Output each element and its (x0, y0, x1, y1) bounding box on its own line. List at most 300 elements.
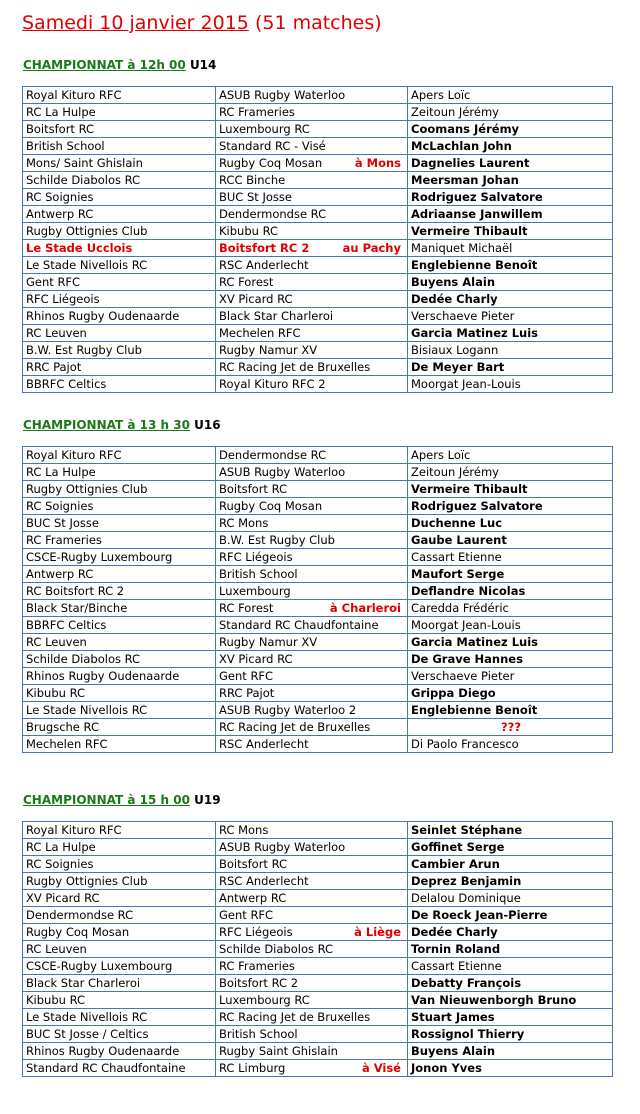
home-team-cell (23, 736, 216, 753)
away-team-cell (216, 464, 408, 481)
referee-name: Debatty François (411, 976, 522, 990)
away-team-cell (216, 1043, 408, 1060)
away-team-cell (216, 583, 408, 600)
table-row (23, 736, 613, 753)
table-row (23, 719, 613, 736)
away-team: Standard RC - Visé (219, 139, 326, 153)
home-team: RC Soignies (26, 190, 94, 204)
referee-name: Rossignol Thierry (411, 1027, 525, 1041)
away-team-cell (216, 719, 408, 736)
away-team: Black Star Charleroi (219, 309, 334, 323)
away-team-cell (216, 104, 408, 121)
home-team: B.W. Est Rugby Club (26, 343, 142, 357)
referee-cell (408, 1043, 613, 1060)
section-category: U16 (194, 418, 221, 432)
referee-name: Cambier Arun (411, 857, 500, 871)
away-team: ASUB Rugby Waterloo (219, 465, 346, 479)
home-team-cell (23, 155, 216, 172)
away-team: RC Forest (219, 601, 274, 615)
referee-cell (408, 138, 613, 155)
table-row (23, 257, 613, 274)
home-team-cell (23, 822, 216, 839)
home-team: RC Soignies (26, 857, 94, 871)
referee-name: Seinlet Stéphane (411, 823, 523, 837)
home-team-cell (23, 1060, 216, 1077)
away-team: British School (219, 567, 298, 581)
table-row (23, 359, 613, 376)
table-row (23, 617, 613, 634)
home-team: CSCE-Rugby Luxembourg (26, 550, 173, 564)
away-team: RFC Liégeois (219, 550, 293, 564)
home-team: Rugby Ottignies Club (26, 224, 148, 238)
away-team-cell (216, 992, 408, 1009)
referee-name: Caredda Frédéric (411, 601, 509, 615)
referee-name: De Roeck Jean-Pierre (411, 908, 548, 922)
referee-cell (408, 532, 613, 549)
referee-cell (408, 1060, 613, 1077)
referee-name: Dedée Charly (411, 292, 498, 306)
title-date: Samedi 10 janvier 2015 (22, 12, 249, 34)
away-team: Schilde Diabolos RC (219, 942, 334, 956)
referee-cell (408, 481, 613, 498)
away-team: Standard RC Chaudfontaine (219, 618, 379, 632)
home-team-cell (23, 583, 216, 600)
referee-cell (408, 155, 613, 172)
referee-cell (408, 376, 613, 393)
referee-cell (408, 172, 613, 189)
referee-cell (408, 873, 613, 890)
referee-name: Garcia Matinez Luis (411, 635, 539, 649)
away-team-cell (216, 617, 408, 634)
away-team-cell (216, 325, 408, 342)
referee-name: Moorgat Jean-Louis (411, 377, 521, 391)
referee-cell (408, 702, 613, 719)
home-team-cell (23, 274, 216, 291)
away-team-cell (216, 1026, 408, 1043)
referee-cell (408, 839, 613, 856)
referee-name: Jonon Yves (411, 1061, 482, 1075)
referee-cell (408, 566, 613, 583)
match-table (22, 446, 613, 753)
referee-name: Maniquet Michaël (411, 241, 513, 255)
home-team-cell (23, 342, 216, 359)
table-row (23, 958, 613, 975)
table-row (23, 890, 613, 907)
away-team-cell (216, 634, 408, 651)
away-team: RSC Anderlecht (219, 874, 309, 888)
section-heading (23, 418, 221, 432)
table-row (23, 155, 613, 172)
table-row (23, 685, 613, 702)
section-championship: CHAMPIONNAT à 12h 00 (23, 58, 186, 72)
away-team: Dendermondse RC (219, 448, 327, 462)
away-team-cell (216, 822, 408, 839)
away-team-cell (216, 958, 408, 975)
venue-note: à Mons (354, 156, 401, 170)
referee-cell (408, 941, 613, 958)
referee-name: Apers Loïc (411, 88, 471, 102)
away-team: RC Frameries (219, 959, 295, 973)
referee-name: Coomans Jérémy (411, 122, 520, 136)
referee-cell (408, 924, 613, 941)
away-team-cell (216, 342, 408, 359)
home-team: Rhinos Rugby Oudenaarde (26, 309, 180, 323)
referee-cell (408, 308, 613, 325)
away-team-cell (216, 206, 408, 223)
home-team-cell (23, 87, 216, 104)
away-team: RC Mons (219, 823, 269, 837)
home-team: Antwerp RC (26, 567, 94, 581)
home-team: Schilde Diabolos RC (26, 652, 141, 666)
home-team-cell (23, 104, 216, 121)
away-team: Dendermondse RC (219, 207, 327, 221)
home-team-cell (23, 308, 216, 325)
table-row (23, 975, 613, 992)
section-heading (23, 793, 221, 807)
away-team: RC Racing Jet de Bruxelles (219, 360, 371, 374)
away-team-cell (216, 975, 408, 992)
referee-name: Cassart Etienne (411, 959, 502, 973)
home-team-cell (23, 291, 216, 308)
home-team-cell (23, 121, 216, 138)
referee-name: Vermeire Thibault (411, 482, 528, 496)
referee-cell (408, 549, 613, 566)
home-team-cell (23, 206, 216, 223)
home-team: Mons/ Saint Ghislain (26, 156, 143, 170)
venue-note: à Liège (354, 925, 401, 939)
referee-cell (408, 325, 613, 342)
table-row (23, 447, 613, 464)
referee-cell (408, 856, 613, 873)
referee-name: Englebienne Benoît (411, 703, 538, 717)
referee-name: De Meyer Bart (411, 360, 505, 374)
referee-name: Van Nieuwenborgh Bruno (411, 993, 577, 1007)
away-team-cell (216, 907, 408, 924)
home-team: Antwerp RC (26, 207, 94, 221)
away-team-cell (216, 189, 408, 206)
referee-name: Englebienne Benoît (411, 258, 538, 272)
section-championship: CHAMPIONNAT à 13 h 30 (23, 418, 190, 432)
away-team-cell (216, 890, 408, 907)
home-team-cell (23, 873, 216, 890)
away-team-cell (216, 308, 408, 325)
home-team-cell (23, 856, 216, 873)
away-team-cell (216, 566, 408, 583)
referee-name: Gaube Laurent (411, 533, 507, 547)
away-team: British School (219, 1027, 298, 1041)
table-row (23, 839, 613, 856)
home-team-cell (23, 515, 216, 532)
table-row (23, 941, 613, 958)
home-team-cell (23, 975, 216, 992)
home-team-cell (23, 498, 216, 515)
referee-cell (408, 498, 613, 515)
referee-name: Duchenne Luc (411, 516, 503, 530)
referee-name: Grippa Diego (411, 686, 496, 700)
referee-name: Adriaanse Janwillem (411, 207, 543, 221)
referee-cell (408, 719, 613, 736)
home-team-cell (23, 839, 216, 856)
referee-name: Zeitoun Jérémy (411, 105, 499, 119)
referee-cell (408, 206, 613, 223)
home-team: Schilde Diabolos RC (26, 173, 141, 187)
table-row (23, 702, 613, 719)
referee-name: Stuart James (411, 1010, 495, 1024)
referee-name: Di Paolo Francesco (411, 737, 519, 751)
home-team-cell (23, 138, 216, 155)
referee-cell (408, 515, 613, 532)
table-row (23, 1060, 613, 1077)
table-row (23, 138, 613, 155)
home-team-cell (23, 257, 216, 274)
table-row (23, 464, 613, 481)
referee-name: Bisiaux Logann (411, 343, 499, 357)
table-row (23, 481, 613, 498)
home-team: Rugby Ottignies Club (26, 482, 148, 496)
home-team: Royal Kituro RFC (26, 88, 122, 102)
home-team: Le Stade Nivellois RC (26, 703, 148, 717)
venue-note: à Charleroi (329, 601, 401, 615)
away-team-cell (216, 856, 408, 873)
home-team: RC Leuven (26, 635, 87, 649)
table-row (23, 856, 613, 873)
home-team: Le Stade Nivellois RC (26, 258, 148, 272)
home-team: RC Leuven (26, 942, 87, 956)
away-team: RCC Binche (219, 173, 286, 187)
referee-cell (408, 890, 613, 907)
away-team: RFC Liégeois (219, 925, 293, 939)
home-team-cell (23, 325, 216, 342)
referee-cell (408, 240, 613, 257)
home-team-cell (23, 464, 216, 481)
home-team: RC Boitsfort RC 2 (26, 584, 125, 598)
home-team: RC La Hulpe (26, 840, 96, 854)
referee-cell (408, 104, 613, 121)
table-row (23, 240, 613, 257)
home-team: RC Leuven (26, 326, 87, 340)
table-row (23, 223, 613, 240)
title-match-count: (51 matches) (254, 12, 382, 34)
away-team: B.W. Est Rugby Club (219, 533, 335, 547)
away-team: Boitsfort RC (219, 857, 288, 871)
home-team: RC Frameries (26, 533, 102, 547)
away-team: Luxembourg RC (219, 122, 310, 136)
home-team: Rhinos Rugby Oudenaarde (26, 1044, 180, 1058)
referee-cell (408, 189, 613, 206)
away-team-cell (216, 172, 408, 189)
home-team-cell (23, 481, 216, 498)
referee-name: Zeitoun Jérémy (411, 465, 499, 479)
away-team: ASUB Rugby Waterloo 2 (219, 703, 357, 717)
home-team: RC Soignies (26, 499, 94, 513)
referee-name: ??? (501, 720, 522, 734)
away-team: Royal Kituro RFC 2 (219, 377, 326, 391)
home-team: CSCE-Rugby Luxembourg (26, 959, 173, 973)
table-row (23, 515, 613, 532)
home-team-cell (23, 240, 216, 257)
away-team: Luxembourg RC (219, 993, 310, 1007)
away-team: Gent RFC (219, 669, 274, 683)
away-team: Mechelen RFC (219, 326, 301, 340)
table-row (23, 822, 613, 839)
home-team: Black Star/Binche (26, 601, 128, 615)
away-team: Boitsfort RC 2 (219, 241, 310, 255)
home-team: Boitsfort RC (26, 122, 95, 136)
referee-name: Goffinet Serge (411, 840, 505, 854)
away-team: ASUB Rugby Waterloo (219, 840, 346, 854)
referee-name: Meersman Johan (411, 173, 519, 187)
away-team: Kibubu RC (219, 224, 279, 238)
home-team-cell (23, 600, 216, 617)
away-team-cell (216, 600, 408, 617)
away-team: RSC Anderlecht (219, 258, 309, 272)
away-team-cell (216, 257, 408, 274)
away-team-cell (216, 121, 408, 138)
referee-cell (408, 583, 613, 600)
referee-cell (408, 958, 613, 975)
referee-cell (408, 634, 613, 651)
home-team: Black Star Charleroi (26, 976, 141, 990)
venue-note: à Visé (361, 1061, 401, 1075)
home-team: RC La Hulpe (26, 465, 96, 479)
referee-name: Rodriguez Salvatore (411, 499, 543, 513)
away-team: BUC St Josse (219, 190, 292, 204)
away-team-cell (216, 447, 408, 464)
home-team-cell (23, 1043, 216, 1060)
table-row (23, 376, 613, 393)
away-team: Antwerp RC (219, 891, 287, 905)
home-team-cell (23, 223, 216, 240)
venue-note: au Pachy (342, 241, 401, 255)
table-row (23, 291, 613, 308)
referee-name: Dedée Charly (411, 925, 498, 939)
referee-name: Maufort Serge (411, 567, 505, 581)
away-team: RC Racing Jet de Bruxelles (219, 1010, 371, 1024)
home-team-cell (23, 924, 216, 941)
home-team-cell (23, 907, 216, 924)
table-row (23, 172, 613, 189)
table-row (23, 566, 613, 583)
away-team-cell (216, 481, 408, 498)
table-row (23, 498, 613, 515)
away-team: XV Picard RC (219, 292, 293, 306)
referee-name: Garcia Matinez Luis (411, 326, 539, 340)
referee-cell (408, 992, 613, 1009)
away-team-cell (216, 223, 408, 240)
referee-cell (408, 822, 613, 839)
away-team: Luxembourg (219, 584, 291, 598)
table-row (23, 549, 613, 566)
table-row (23, 121, 613, 138)
table-row (23, 104, 613, 121)
table-row (23, 583, 613, 600)
table-row (23, 274, 613, 291)
table-row (23, 189, 613, 206)
home-team-cell (23, 447, 216, 464)
home-team-cell (23, 702, 216, 719)
home-team: Le Stade Nivellois RC (26, 1010, 148, 1024)
home-team: BBRFC Celtics (26, 618, 107, 632)
away-team: Rugby Namur XV (219, 343, 318, 357)
referee-name: Tornin Roland (411, 942, 501, 956)
home-team: Gent RFC (26, 275, 81, 289)
away-team-cell (216, 240, 408, 257)
away-team-cell (216, 549, 408, 566)
away-team: RC Racing Jet de Bruxelles (219, 720, 371, 734)
home-team-cell (23, 941, 216, 958)
page-title (22, 12, 382, 34)
referee-name: Buyens Alain (411, 1044, 496, 1058)
referee-cell (408, 464, 613, 481)
home-team: BBRFC Celtics (26, 377, 107, 391)
away-team-cell (216, 359, 408, 376)
section-category: U19 (194, 793, 221, 807)
table-row (23, 325, 613, 342)
away-team: Rugby Namur XV (219, 635, 318, 649)
referee-name: Buyens Alain (411, 275, 496, 289)
home-team: British School (26, 139, 105, 153)
home-team: Rugby Coq Mosan (26, 925, 130, 939)
home-team-cell (23, 549, 216, 566)
home-team: Le Stade Ucclois (26, 241, 133, 255)
home-team: Dendermondse RC (26, 908, 134, 922)
home-team-cell (23, 566, 216, 583)
away-team-cell (216, 924, 408, 941)
away-team: Boitsfort RC 2 (219, 976, 299, 990)
table-row (23, 924, 613, 941)
home-team: RC La Hulpe (26, 105, 96, 119)
home-team: RFC Liégeois (26, 292, 100, 306)
referee-cell (408, 342, 613, 359)
home-team: Kibubu RC (26, 686, 86, 700)
away-team-cell (216, 702, 408, 719)
referee-cell (408, 274, 613, 291)
away-team: Gent RFC (219, 908, 274, 922)
away-team: Rugby Saint Ghislain (219, 1044, 338, 1058)
table-row (23, 992, 613, 1009)
away-team: RC Forest (219, 275, 274, 289)
away-team-cell (216, 515, 408, 532)
referee-name: Verschaeve Pieter (411, 309, 515, 323)
table-row (23, 1026, 613, 1043)
away-team: RC Mons (219, 516, 269, 530)
referee-name: Vermeire Thibault (411, 224, 528, 238)
referee-name: Cassart Etienne (411, 550, 502, 564)
home-team: Royal Kituro RFC (26, 448, 122, 462)
home-team-cell (23, 172, 216, 189)
referee-cell (408, 1026, 613, 1043)
section-championship: CHAMPIONNAT à 15 h 00 (23, 793, 190, 807)
referee-name: Verschaeve Pieter (411, 669, 515, 683)
referee-name: Deprez Benjamin (411, 874, 522, 888)
away-team-cell (216, 376, 408, 393)
table-row (23, 1009, 613, 1026)
section-heading (23, 58, 216, 72)
table-row (23, 342, 613, 359)
referee-cell (408, 617, 613, 634)
away-team-cell (216, 291, 408, 308)
away-team-cell (216, 873, 408, 890)
referee-cell (408, 975, 613, 992)
away-team: Rugby Coq Mosan (219, 156, 323, 170)
away-team: ASUB Rugby Waterloo (219, 88, 346, 102)
table-row (23, 668, 613, 685)
away-team: Boitsfort RC (219, 482, 288, 496)
referee-cell (408, 121, 613, 138)
home-team-cell (23, 1026, 216, 1043)
referee-cell (408, 651, 613, 668)
home-team-cell (23, 376, 216, 393)
